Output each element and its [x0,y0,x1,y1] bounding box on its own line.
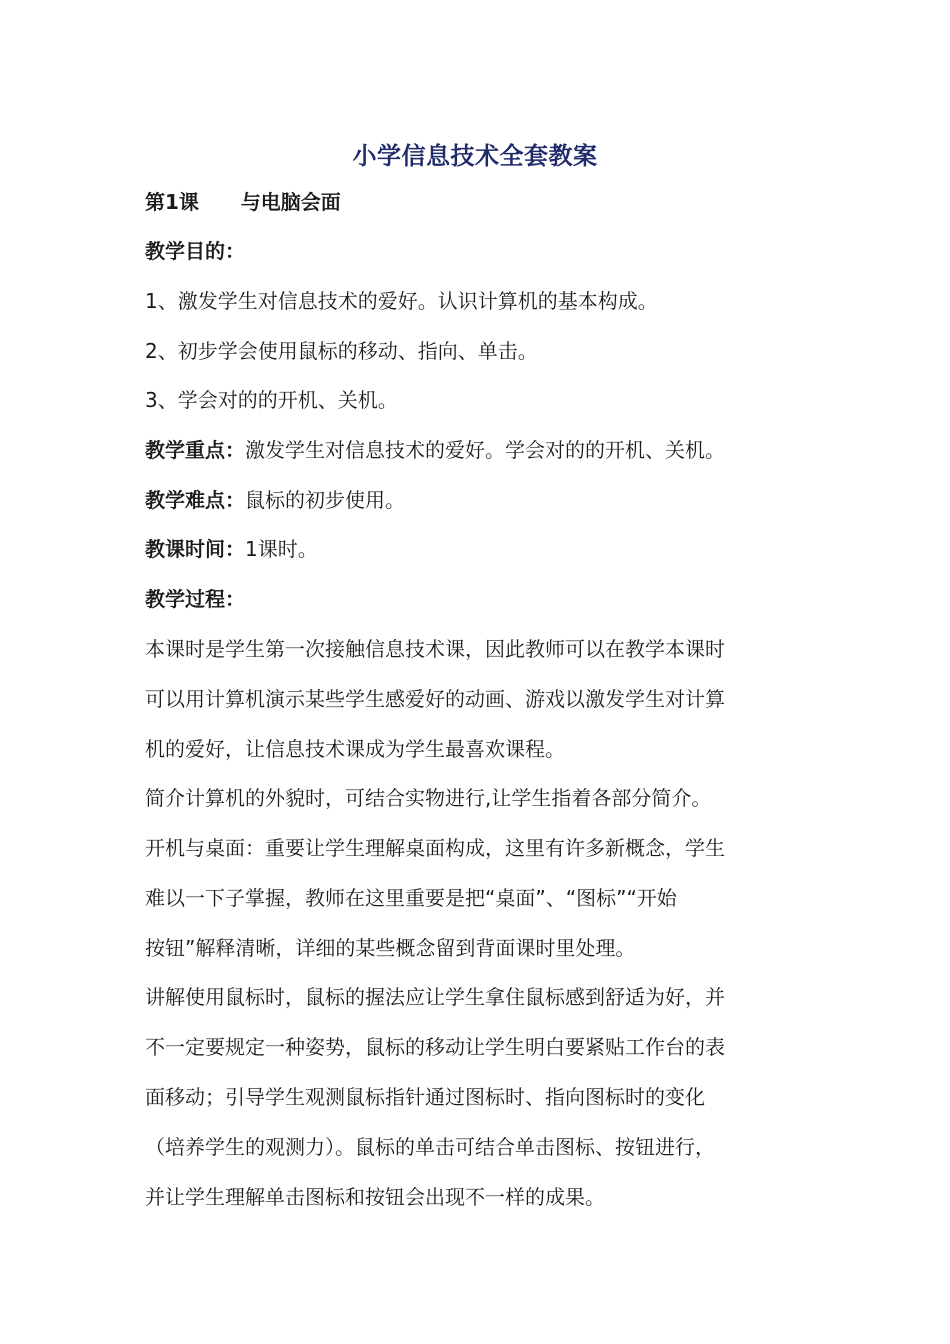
paragraph-line: 不一定要规定一种姿势，鼠标的移动让学生明白要紧贴工作台的表 [145,1035,725,1059]
paragraph-line: 机的爱好，让信息技术课成为学生最喜欢课程。 [145,737,565,761]
paragraph-line: 本课时是学生第一次接触信息技术课，因此教师可以在教学本课时 [145,637,725,661]
lesson-number: 第1课 [145,190,199,214]
difficulties-label: 教学难点： [145,488,245,512]
lesson-name: 与电脑会面 [240,190,341,214]
lesson-heading [145,186,341,215]
difficulties [145,486,405,514]
process-paragraph-2 [145,773,795,823]
paragraph-line: 讲解使用鼠标时，鼠标的握法应让学生拿住鼠标感到舒适为好，并 [145,985,725,1009]
process-paragraph-3 [145,823,795,973]
process-label: 教学过程： [145,587,245,611]
duration [145,535,318,563]
paragraph-line: 简介计算机的外貌时，可结合实物进行,让学生指着各部分简介。 [145,786,712,810]
objectives-label: 教学目的： [145,239,245,263]
paragraph-line: 面移动；引导学生观测鼠标指针通过图标时、指向图标时的变化 [145,1085,705,1109]
key-points [145,436,725,464]
objective-item-3: 3、学会对的的开机、关机。 [145,388,398,412]
duration-text: 1课时。 [245,537,318,561]
paragraph-line: 可以用计算机演示某些学生感爱好的动画、游戏以激发学生对计算 [145,687,725,711]
paragraph-line: （培养学生的观测力）。鼠标的单击可结合单击图标、按钮进行， [145,1135,715,1159]
process-paragraph-4 [145,972,795,1222]
key-points-text: 激发学生对信息技术的爱好。学会对的的开机、关机。 [245,438,725,462]
duration-label: 教课时间： [145,537,245,561]
process-paragraph-1 [145,624,795,774]
paragraph-line: 并让学生理解单击图标和按钮会出现不一样的成果。 [145,1185,605,1209]
paragraph-line: 开机与桌面：重要让学生理解桌面构成，这里有许多新概念，学生 [145,836,725,860]
difficulties-text: 鼠标的初步使用。 [245,488,405,512]
document-title: 小学信息技术全套教案 [352,142,598,170]
key-points-label: 教学重点： [145,438,245,462]
objective-item-1: 1、激发学生对信息技术的爱好。认识计算机的基本构成。 [145,289,658,313]
paragraph-line: 难以一下子掌握，教师在这里重要是把“桌面”、“图标”“开始 [145,886,677,910]
paragraph-line: 按钮”解释清晰，详细的某些概念留到背面课时里处理。 [145,936,636,960]
objective-item-2: 2、初步学会使用鼠标的移动、指向、单击。 [145,339,538,363]
